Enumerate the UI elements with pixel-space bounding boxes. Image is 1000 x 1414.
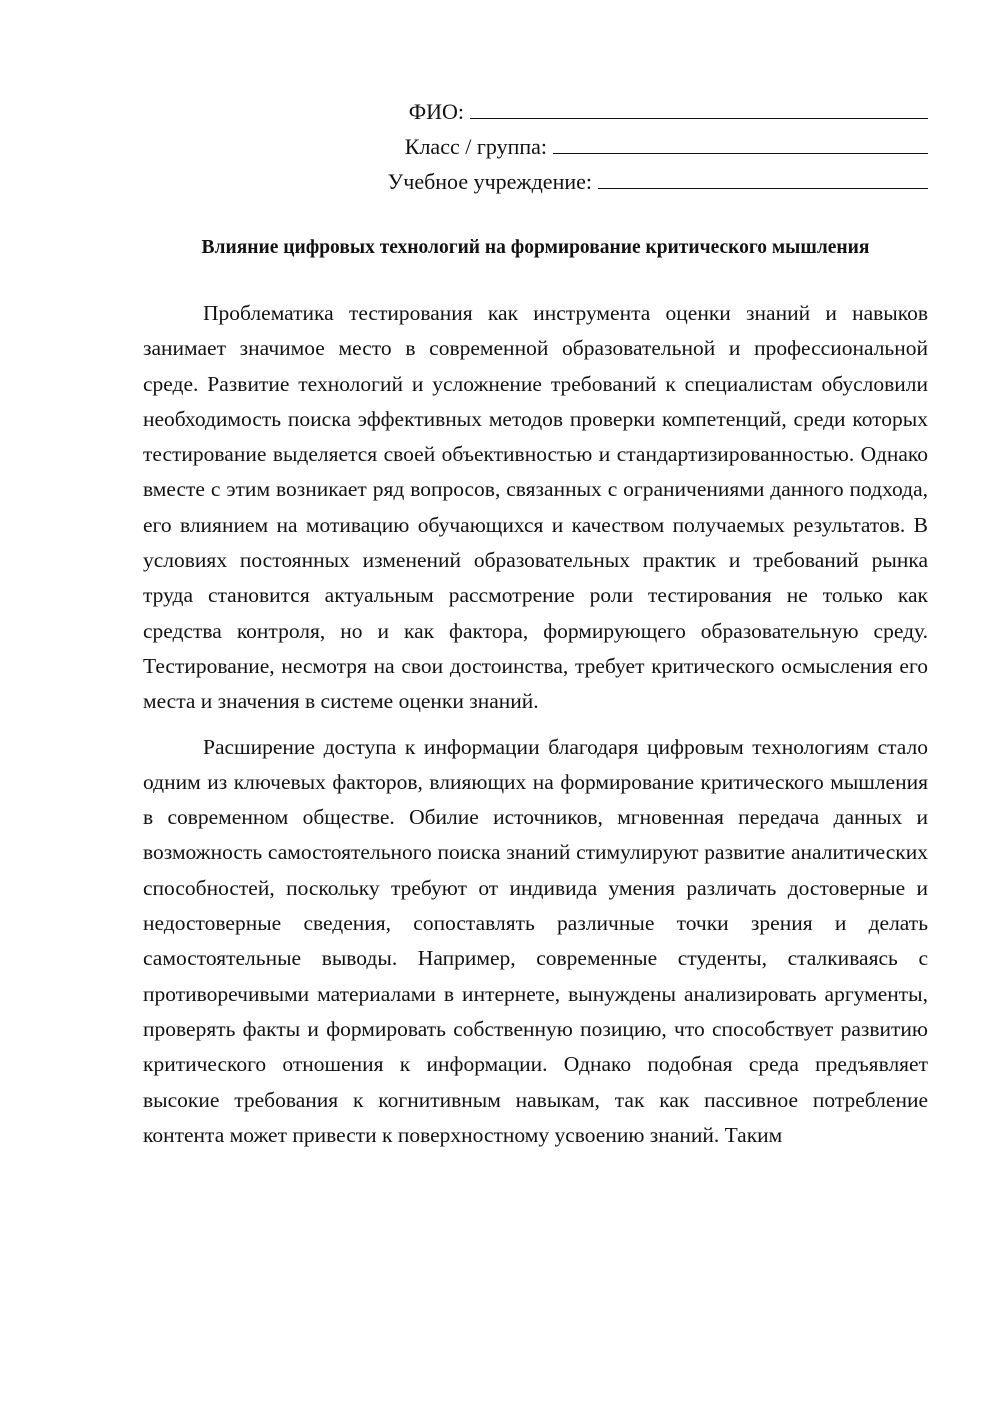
fio-blank-line bbox=[470, 92, 928, 119]
document-title: Влияние цифровых технологий на формирование критического мышления bbox=[201, 237, 870, 258]
class-label: Класс / группа: bbox=[404, 134, 547, 159]
class-blank-line bbox=[553, 127, 928, 154]
institution-blank-line bbox=[598, 162, 928, 189]
paragraph-2: Расширение доступа к информации благодаря цифровым технологиям стало одним из ключевых факторов, влияющих на формирование критического мышления в современном обществе. Обилие источников, мгновенная передача данных и возможность самостоятельного поиска знаний стимулируют развитие аналитических способностей, поскольку требуют от индивида умения различать достоверные и недостоверные сведения, сопоставлять различные точки зрения и делать самостоятельные выводы. Например, современные студенты, сталкиваясь с противоречивыми материалами в интернете, вынуждены анализировать аргументы, проверять факты и формировать собственную позицию, что способствует развитию критического отношения к информации. Однако подобная среда предъявляет высокие требования к когнитивным навыкам, так как пассивное потребление контента может привести к поверхностному усвоению знаний. Таким bbox=[143, 734, 928, 1147]
institution-row bbox=[280, 162, 928, 197]
document-body bbox=[143, 296, 928, 1163]
student-info-block bbox=[280, 92, 928, 197]
fio-row bbox=[280, 92, 928, 127]
class-row bbox=[280, 127, 928, 162]
fio-label: ФИО: bbox=[408, 99, 464, 124]
institution-label: Учебное учреждение: bbox=[387, 169, 592, 194]
paragraph-1: Проблематика тестирования как инструмента оценки знаний и навыков занимает значимое место в современной образовательной и профессиональной среде. Развитие технологий и усложнение требований к специалистам обусловили необходимость поиска эффективных методов проверки компетенций, среди которых тестирование выделяется своей объективностью и стандартизированностью. Однако вместе с этим возникает ряд вопросов, связанных с ограничениями данного подхода, его влиянием на мотивацию обучающихся и качеством получаемых результатов. В условиях постоянных изменений образовательных практик и требований рынка труда становится актуальным рассмотрение роли тестирования не только как средства контроля, но и как фактора, формирующего образовательную среду. Тестирование, несмотря на свои достоинства, требует критического осмысления его места и значения в системе оценки знаний. bbox=[143, 301, 928, 714]
